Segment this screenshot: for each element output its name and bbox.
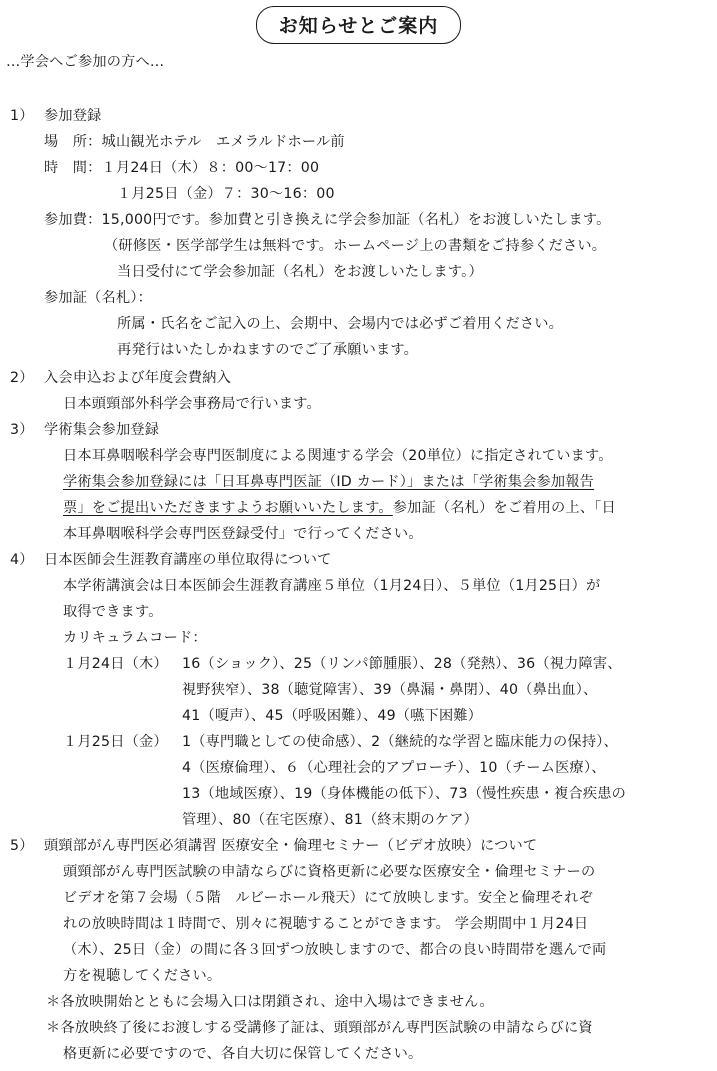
s1-time-day1: 時 間：１月24日（木）８：00～17：00 bbox=[44, 160, 320, 176]
s4-curriculum-label: カリキュラムコード： bbox=[63, 630, 207, 646]
s1-number: 1） bbox=[10, 108, 34, 124]
s3-number: 3） bbox=[10, 422, 34, 438]
s1-heading: 参加登録 bbox=[44, 108, 102, 124]
s4-day2-line1: 1（専門職としての使命感）、2（継続的な学習と臨床能力の保持）、 bbox=[182, 734, 618, 750]
s1-badge-label: 参加証（名札）： bbox=[44, 290, 153, 306]
s5-number: 5） bbox=[10, 838, 34, 854]
s2-heading: 入会申込および年度会費納入 bbox=[44, 370, 232, 386]
s5-line2: ビデオを第７会場（５階 ルビーホール飛天）にて放映します。安全と倫理それぞ bbox=[63, 890, 594, 906]
s5-note2-line1: ＊各放映終了後にお渡しする受講修了証は、頭頸部がん専門医試験の申請ならびに資 bbox=[46, 1020, 593, 1036]
s1-badge-line2: 再発行はいたしかねますのでご了承願います。 bbox=[117, 342, 419, 358]
s5-note1: ＊各放映開始とともに会場入口は閉鎖され、途中入場はできません。 bbox=[46, 994, 494, 1010]
s5-note2-line2: 格更新に必要ですので、各自大切に保管してください。 bbox=[63, 1046, 423, 1062]
s4-number: 4） bbox=[10, 552, 34, 568]
s1-time-day2: １月25日（金）７：30～16：00 bbox=[117, 186, 335, 202]
s5-line3: れの放映時間は１時間で、別々に視聴することができます。 学会期間中１月24日 bbox=[63, 916, 589, 932]
s4-line1: 本学術講演会は日本医師会生涯教育講座５単位（1月24日）、５単位（1月25日）が bbox=[63, 578, 601, 594]
s3-line4: 本耳鼻咽喉科学会専門医登録受付」で行ってください。 bbox=[63, 526, 423, 542]
s4-line2: 取得できます。 bbox=[63, 604, 163, 620]
s4-day1-line2: 視野狭窄）、38（聴覚障害）、39（鼻漏・鼻閉）、40（鼻出血）、 bbox=[182, 682, 598, 698]
s1-venue: 場 所：城山観光ホテル エメラルドホール前 bbox=[44, 134, 345, 150]
s1-fee-line2: （研修医・医学部学生は無料です。ホームページ上の書類をご持参ください。 bbox=[104, 238, 607, 254]
s3-line2: 学術集会参加登録には「日耳鼻専門医証（ID カード）」または「学術集会参加報告 bbox=[63, 474, 595, 490]
s3-line3 bbox=[63, 498, 616, 518]
s4-day2-label: １月25日（金） bbox=[63, 734, 168, 750]
s3-line1: 日本耳鼻咽喉科学会専門医制度による関連する学会（20単位）に指定されています。 bbox=[63, 448, 613, 464]
s4-day2-line2: 4（医療倫理）、６（心理社会的アプローチ）、10（チーム医療）、 bbox=[182, 760, 606, 776]
s1-fee-line3: 当日受付にて学会参加証（名札）をお渡しいたします。） bbox=[117, 264, 483, 280]
s3-heading: 学術集会参加登録 bbox=[44, 422, 160, 438]
s4-day1-line1: 16（ショック）、25（リンパ節腫脹）、28（発熱）、36（視力障害、 bbox=[182, 656, 622, 672]
s5-line5: 方を視聴してください。 bbox=[63, 968, 222, 984]
s3-line3-underlined: 票」をご提出いただきますようお願いいたします。 bbox=[63, 500, 393, 516]
s3-line3-rest: 参加証（名札）をご着用の上、「日 bbox=[392, 500, 616, 516]
s4-day2-line3: 13（地域医療）、19（身体機能の低下）、73（慢性疾患・複合疾患の bbox=[182, 786, 627, 802]
s5-line1: 頭頸部がん専門医試験の申請ならびに資格更新に必要な医療安全・倫理セミナーの bbox=[63, 864, 596, 880]
s4-day1-line3: 41（嗄声）、45（呼吸困難）、49（嚥下困難） bbox=[182, 708, 483, 724]
page-title: お知らせとご案内 bbox=[256, 6, 461, 44]
s5-line4: （木）、25日（金）の間に各３回ずつ放映しますので、都合の良い時間帯を選んで両 bbox=[63, 942, 607, 958]
s4-heading: 日本医師会生涯教育講座の単位取得について bbox=[44, 552, 332, 568]
s1-badge-line1: 所属・氏名をご記入の上、会期中、会場内では必ずご着用ください。 bbox=[117, 316, 564, 332]
s5-heading: 頭頸部がん専門医必須講習 医療安全・倫理セミナー（ビデオ放映）について bbox=[44, 838, 538, 854]
s4-day1-label: １月24日（木） bbox=[63, 656, 168, 672]
s4-day2-line4: 管理）、80（在宅医療）、81（終末期のケア） bbox=[182, 812, 479, 828]
intro-text: …学会へご参加の方へ… bbox=[6, 54, 165, 70]
title-area bbox=[0, 6, 717, 44]
s2-number: 2） bbox=[10, 370, 34, 386]
s2-body: 日本頭頸部外科学会事務局で行います。 bbox=[63, 396, 321, 412]
s1-fee-line1: 参加費：15,000円です。参加費と引き換えに学会参加証（名札）をお渡しいたします。 bbox=[44, 212, 611, 228]
